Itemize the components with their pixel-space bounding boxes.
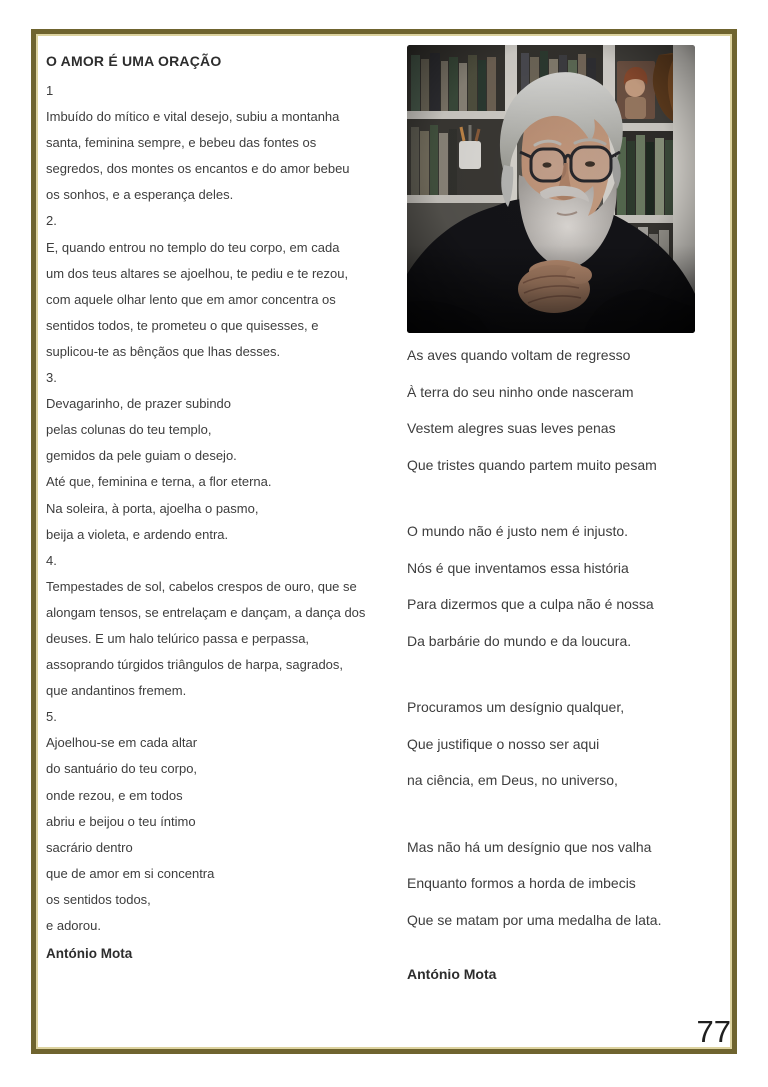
poem-group-1 [407, 337, 719, 483]
author-name-right: António Mota [407, 966, 497, 982]
stanza-lines [46, 391, 402, 548]
poem-line: assoprando túrgidos triângulos de harpa, sagrados, [46, 657, 344, 673]
poem-line: do santuário do teu corpo, [46, 761, 198, 777]
page-number: 77 [696, 1014, 731, 1049]
poem-line: Vestem alegres suas leves penas [407, 420, 616, 436]
poem-line: sentidos todos, te prometeu o que quisesses, e [46, 317, 319, 333]
poem-line: Que se matam por uma medalha de lata. [407, 911, 662, 928]
poem-line: os sentidos todos, [46, 891, 151, 907]
poem-line: Ajoelhou-se em cada altar [46, 735, 198, 751]
poem-group-3 [407, 689, 719, 799]
poem-line: Que justifique o nosso ser aqui [407, 735, 600, 752]
poem-group-2 [407, 513, 719, 659]
stanza-2 [46, 208, 402, 365]
stanza-lines [46, 574, 402, 704]
poem-line: Procuramos um desígnio qualquer, [407, 699, 625, 715]
poem-line: Enquanto formos a horda de imbecis [407, 875, 636, 891]
poem-line: segredos, dos montes os encantos e do amor bebeu [46, 161, 350, 177]
stanza-number: 4. [46, 552, 57, 568]
poem-line: Mas não há um desígnio que nos valha [407, 838, 652, 855]
poem-line: onde rezou, e em todos [46, 787, 183, 803]
poem-line: um dos teus altares se ajoelhou, te pediu e te rezou, [46, 265, 349, 281]
author-photo [407, 45, 695, 333]
stanza-lines [46, 104, 402, 208]
poem-title: O AMOR É UMA ORAÇÃO [46, 53, 222, 69]
poem-line: os sonhos, e a esperança deles. [46, 187, 234, 203]
poem-line: Até que, feminina e terna, a flor eterna. [46, 474, 272, 490]
photo-illustration [407, 45, 695, 333]
right-column [407, 45, 719, 984]
poem-line: na ciência, em Deus, no universo, [407, 772, 618, 788]
poem-line: E, quando entrou no templo do teu corpo, em cada [46, 239, 340, 255]
left-column [46, 51, 402, 967]
poem-line: pelas colunas do teu templo, [46, 422, 212, 438]
poem-line: santa, feminina sempre, e bebeu das fontes os [46, 135, 317, 151]
poem-line: com aquele olhar lento que em amor concentra os [46, 291, 336, 307]
poem-line: À terra do seu ninho onde nasceram [407, 383, 634, 400]
poem-line: Que tristes quando partem muito pesam [407, 456, 657, 473]
poem-line: que de amor em si concentra [46, 865, 215, 881]
poem-group-4 [407, 829, 719, 939]
stanza-4 [46, 548, 402, 705]
stanza-5 [46, 704, 402, 939]
stanza-number: 3. [46, 370, 57, 386]
poem-line: sacrário dentro [46, 839, 133, 855]
poem-line: As aves quando voltam de regresso [407, 347, 631, 363]
author-name-left: António Mota [46, 946, 133, 962]
stanza-number: 5. [46, 709, 57, 725]
poem-line: O mundo não é justo nem é injusto. [407, 523, 629, 539]
poem-line: beija a violeta, e ardendo entra. [46, 526, 229, 542]
stanza-lines [46, 730, 402, 939]
poem-line: Da barbárie do mundo e da loucura. [407, 632, 632, 649]
poem-line: Imbuído do mítico e vital desejo, subiu a montanha [46, 109, 340, 125]
poem-line: que andantinos fremem. [46, 683, 187, 699]
poem-line: alongam tensos, se entrelaçam e dançam, a dança dos [46, 604, 366, 620]
poem-line: gemidos da pele guiam o desejo. [46, 448, 237, 464]
poem-line: suplicou-te as bênçãos que lhas desses. [46, 343, 281, 359]
poem-line: Para dizermos que a culpa não é nossa [407, 596, 654, 612]
poem-line: Nós é que inventamos essa história [407, 559, 629, 576]
stanza-1 [46, 78, 402, 208]
stanza-3 [46, 365, 402, 548]
poem-line: e adorou. [46, 918, 101, 933]
stanza-lines [46, 235, 402, 365]
stanza-number: 1 [46, 83, 54, 98]
poem-line: abriu e beijou o teu íntimo [46, 813, 196, 829]
photo-vignette [407, 45, 695, 333]
poem-line: deuses. E um halo telúrico passa e perpassa, [46, 630, 310, 646]
stanza-number: 2. [46, 213, 57, 229]
poem-line: Na soleira, à porta, ajoelha o pasmo, [46, 500, 259, 516]
poem-line: Tempestades de sol, cabelos crespos de ouro, que se [46, 578, 357, 594]
poem-line: Devagarinho, de prazer subindo [46, 396, 232, 412]
